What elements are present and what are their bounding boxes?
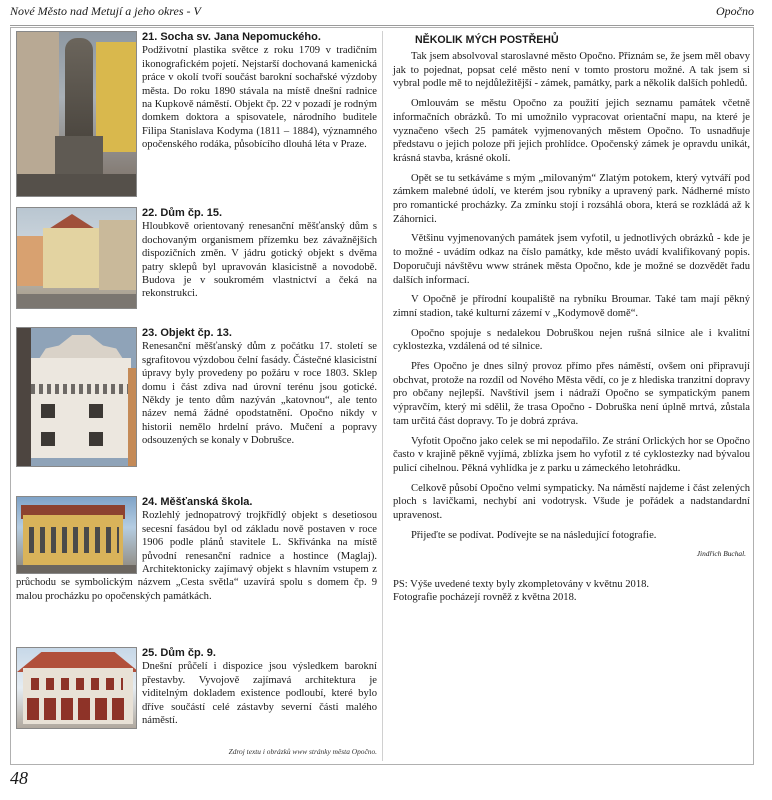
entry-title: 21. Socha sv. Jana Nepomuckého. — [142, 31, 321, 43]
house-15-photo — [16, 207, 137, 309]
author-signature: Jindřich Buchal. — [696, 548, 746, 558]
observations-paragraph: Opočno spojuje s nedalekou Dobruškou nejen rušná silnice ale i kvalitní cyklostezka, vzdálená od té silnice. — [393, 327, 750, 353]
entry-text: Hloubkově orientovaný renesanční měšťanský dům s dochovaným organismem přízemku bez závažnějších dispozičních změn. V jádru gotický objekt s dvěma patry sklepů byl upravován klasicistně a novodobě. Budova je v soukromém vlastnictví a čeká na rekonstrukci. — [142, 221, 377, 300]
observations-paragraph: Tak jsem absolvoval staroslavné město Opočno. Přiznám se, že jsem měl obavy jak to pojednat, popsat celé město není v tomto prostoru možné. A tak jsem si vybral podle mě to nejdůležitější - zámek, památky, park a několik dalších pohledů. — [393, 51, 750, 90]
observations-paragraph: Přijeďte se podívat. Podívejte se na následující fotografie. — [411, 529, 657, 541]
entry-text: Renesanční měšťanský dům z počátku 17. století se sgrafitovou výzdobou čelní fasády. Částečné klasicistní úpravy byly provedeny po požáru v roce 1803. Sklep domu i část zdiva nad úrovní terénu jsou gotické. Někdy je tento dům nazýván „katovnou“, ale tento název nemá žádné opodstatnění. Opočno nikdy v historii nemělo hrdelní právo. Mučení a popravy odsouzených se konaly v Dobrušce. — [142, 341, 377, 447]
monument-entry-24 — [16, 496, 377, 603]
observations-paragraph: Vyfotit Opočno jako celek se mi nepodařilo. Ze strání Orlických hor se Opočno často v krajině pěkně vyjímá, zblízka jsem ho vyfotil z té cyklostezky nad bývalou pulicí cihelnou. Pěkná vyhlídka je z parku u zámeckého letohrádku. — [393, 435, 750, 474]
observations-title: NĚKOLIK MÝCH POSTŘEHŮ — [415, 34, 559, 46]
entry-title: 22. Dům čp. 15. — [142, 207, 223, 219]
header-section-title: Opočno — [716, 4, 754, 18]
source-note: Zdroj textu i obrázků www stránky města Opočno. — [228, 747, 377, 756]
page-header — [10, 4, 754, 26]
entry-title: 23. Objekt čp. 13. — [142, 327, 232, 339]
header-book-title: Nové Město nad Metují a jeho okres - V — [10, 4, 201, 18]
entry-text: Dnešní průčelí i dispozice jsou výsledkem barokní přestavby. Vyvojově zajímavá architektura je viditelným dokladem existence podloubí, které bylo dříve součástí celé zástavby severní části malého náměstí. — [142, 661, 377, 727]
page-number: 48 — [10, 768, 28, 788]
observations-paragraph: Opět se tu setkáváme s mým „milovaným“ Zlatým potokem, který vytváří pod zámkem malebné údolí, ve kterém jsou rybníky a upravený park. Nádherné místo pro romantické procházky. Za zmínku stojí i rozsáhlá obora, která se rozkládá až k Záhornici. — [393, 172, 750, 225]
entry-title: 25. Dům čp. 9. — [142, 647, 216, 659]
house-9-photo — [16, 647, 137, 729]
entry-title: 24. Měšťanská škola. — [142, 496, 253, 508]
entry-text: Podživotní plastika světce z roku 1709 v tradičním ikonografickém pojetí. Nejstarší dochovaná kamenická práce v okolí tvoří součást barokní sochařské výzdoby města. Do roku 1890 stávala na místě dnešní radnice na Kupkově náměstí. Objekt čp. 22 v pozadí je rodným domkem doktora a spisovatele, národního buditele Filipa Stanislava Kodyma (1811 – 1884), významného opočenského rodáka, působícího dlouhá léta v Praze. — [142, 45, 377, 151]
observations-paragraph: V Opočně je přírodní koupaliště na rybníku Broumar. Také tam mají pěkný zimní stadion, také kulturní zázemí v „Kodymově domě“. — [393, 294, 750, 319]
observations-paragraph: Omlouvám se městu Opočno za použití jejich seznamu památek včetně informačních obrázků. To mi umožnilo vypracovat orientační mapu, na které je vyznačeno všech 25 památek vyjmenovaných městem Opočno. To usnadňuje představu o jejich poloze při jejich prohlídce. Opočenský zámek je opravdu unikát, krásná stavba, krásné okolí. — [393, 98, 750, 164]
monuments-column — [16, 31, 377, 761]
entry-text: Rozlehlý jednopatrový trojkřídlý objekt s desetiosou secesní fasádou byl od základu nově postaven v roce 1906 podle plánů stavitele L. Skřivánka na místě původní renesanční radnice a hostince (Maglaj). Architektonicky zajímavý objekt s hlavním vstupem z průchodu se symbolickým názvem „Cesta světla“ uzavírá spolu s domem čp. 9 malou procházku po opočenských památkách. — [16, 510, 377, 602]
postscript-line: PS: Výše uvedené texty byly zkompletovány v květnu 2018. — [393, 578, 650, 590]
monument-entry-22 — [16, 207, 377, 309]
observations-paragraph: Většinu vyjmenovaných památek jsem vyfotil, u jednotlivých obrázků - kde je to možné - uvádím odkaz na číslo památky, kde město uvádí kvalifikovaný popis. Doporučuji návštěvu www stránek města Opočno, kde je možné se dozvědět řadu dalších informací. — [393, 233, 750, 286]
monument-entry-21 — [16, 31, 377, 197]
postscript-line: Fotografie pocházejí rovněž z května 2018. — [393, 592, 577, 604]
monument-entry-25 — [16, 647, 377, 729]
school-photo — [16, 496, 137, 574]
monument-entry-23 — [16, 327, 377, 467]
statue-photo — [16, 31, 137, 197]
postscript — [393, 578, 750, 605]
object-13-photo — [16, 327, 137, 467]
observations-column — [382, 31, 750, 761]
observations-paragraph: Přes Opočno je dnes silný provoz přímo přes náměstí, ovšem oni připravují obchvat, protože na rozdíl od Nového Města vědí, co je z hlediska tranzitní dopravy pro občany nejlepší. Navštívil jsem i nádraží Opočno se sympatickým panem výpravčím, který mi sdělil, že trasa Opočno - Dobruška není úplně mrtvá, zůstala tam určitá část dopravy. To je dobrá zpráva. — [393, 361, 750, 427]
observations-paragraph: Celkově působí Opočno velmi sympaticky. Na náměstí najdeme i část zelených ploch s lavičkami, nechybí ani vodotrysk. Všude je pořádek a nadstandardní upravenost. — [393, 482, 750, 522]
